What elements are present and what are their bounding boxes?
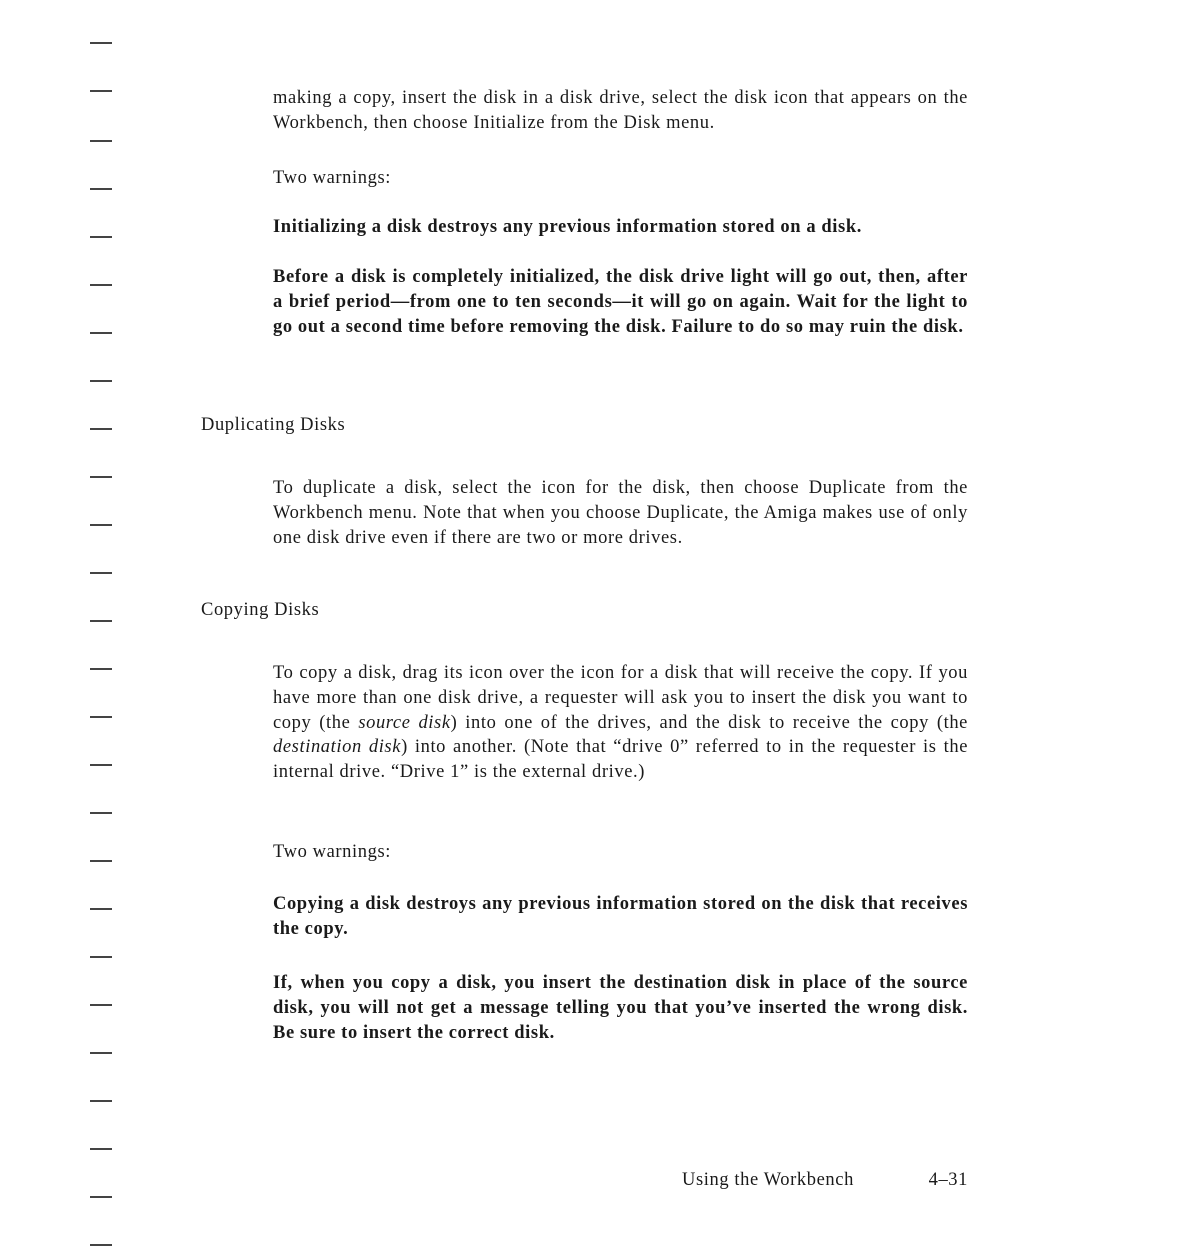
perforation-mark xyxy=(90,1196,112,1198)
footer-section-title: Using the Workbench xyxy=(682,1170,854,1190)
perforation-mark xyxy=(90,476,112,478)
perforation-mark xyxy=(90,332,112,334)
perforation-mark xyxy=(90,380,112,382)
intro-warnings-label: Two warnings: xyxy=(273,168,392,188)
destination-disk-term: destination disk xyxy=(273,737,402,758)
perforation-mark xyxy=(90,90,112,92)
perforation-mark xyxy=(90,524,112,526)
perforation-mark xyxy=(90,716,112,718)
page-footer xyxy=(682,1170,968,1191)
perforation-mark xyxy=(90,42,112,44)
perforation-mark xyxy=(90,188,112,190)
perforation-mark xyxy=(90,428,112,430)
page-number: 4–31 xyxy=(928,1170,968,1190)
perforation-mark xyxy=(90,620,112,622)
intro-warning-1: Initializing a disk destroys any previous information stored on a disk. xyxy=(273,217,862,237)
copying-warning-1: Copying a disk destroys any previous information stored on the disk that receives the copy. xyxy=(273,894,968,939)
perforation-mark xyxy=(90,1004,112,1006)
copying-text-part-2: ) into one of the drives, and the disk to receive the copy (the xyxy=(450,712,968,733)
perforation-mark xyxy=(90,908,112,910)
perforation-mark xyxy=(90,860,112,862)
source-disk-term: source disk xyxy=(358,712,451,733)
perforation-mark xyxy=(90,1100,112,1102)
perforation-mark xyxy=(90,812,112,814)
perforation-mark xyxy=(90,140,112,142)
duplicating-disks-heading: Duplicating Disks xyxy=(201,415,346,435)
intro-continuation-paragraph: making a copy, insert the disk in a disk drive, select the disk icon that appears on the Workbench, then choose Initialize from the Disk menu. xyxy=(273,88,968,133)
copying-text-part-3: ) into another. (Note that “drive 0” referred to in the requester is the internal drive. “Drive 1” is the external drive.) xyxy=(273,737,969,783)
copying-warnings-label: Two warnings: xyxy=(273,842,392,862)
copying-warning-2: If, when you copy a disk, you insert the destination disk in place of the source disk, you will not get a message telling you that you’ve inserted the wrong disk. Be sure to insert the correct disk. xyxy=(273,973,968,1043)
perforation-mark xyxy=(90,1052,112,1054)
perforation-mark xyxy=(90,1244,112,1246)
perforation-mark xyxy=(90,284,112,286)
copying-disks-heading: Copying Disks xyxy=(201,600,320,620)
binding-perforations xyxy=(88,0,118,1258)
perforation-mark xyxy=(90,1148,112,1150)
perforation-mark xyxy=(90,572,112,574)
intro-warning-2: Before a disk is completely initialized, the disk drive light will go out, then, after a brief period—from one to ten seconds—it will go on again. Wait for the light to go out a second time before removing the disk. Failure to do so may ruin the disk. xyxy=(273,267,968,337)
perforation-mark xyxy=(90,764,112,766)
copying-text-part-1: To copy a disk, drag its icon over the icon for a disk that will receive the copy. If you have more than one disk drive, a requester will ask you to insert the disk you want to copy (the xyxy=(273,663,968,733)
perforation-mark xyxy=(90,668,112,670)
copying-disks-paragraph xyxy=(273,661,968,785)
duplicating-disks-paragraph: To duplicate a disk, select the icon for the disk, then choose Duplicate from the Workbench menu. Note that when you choose Duplicate, the Amiga makes use of only one disk drive even if there are two or more drives. xyxy=(273,478,968,548)
perforation-mark xyxy=(90,236,112,238)
perforation-mark xyxy=(90,956,112,958)
